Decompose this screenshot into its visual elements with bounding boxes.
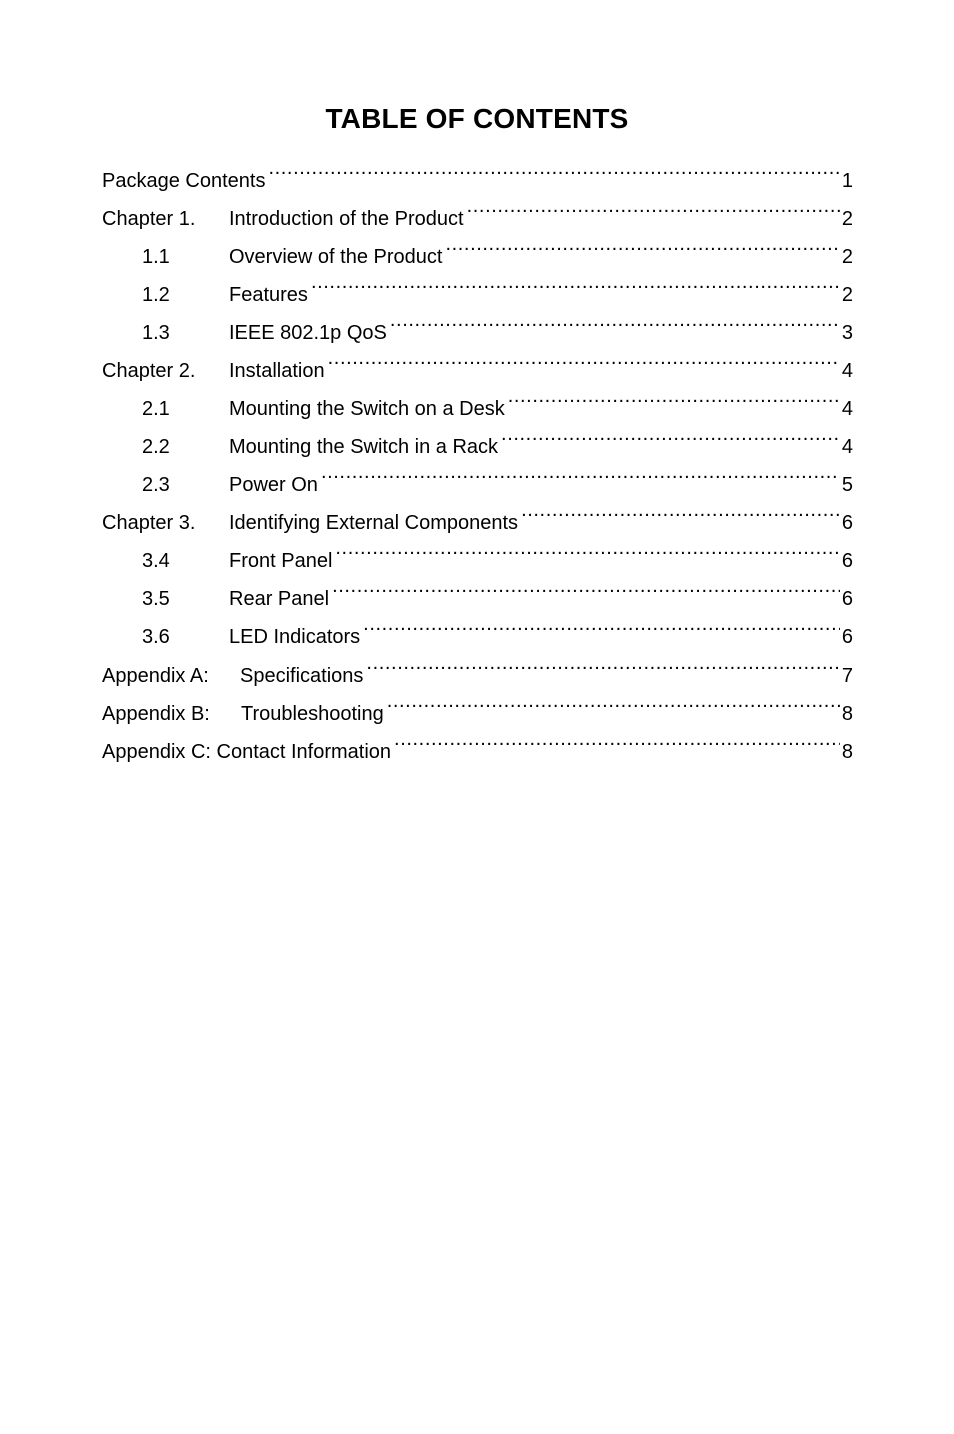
toc-dot-leader — [508, 377, 840, 415]
toc-page-number: 5 — [841, 474, 853, 496]
toc-entry-title: Overview of the Product — [229, 246, 443, 268]
toc-page-number: 2 — [841, 246, 853, 268]
toc-page-number: 6 — [841, 588, 853, 610]
toc-entry-number: Chapter 3. — [102, 512, 196, 534]
toc-entry-title: Package Contents — [102, 170, 266, 192]
toc-entry-number: 1.1 — [142, 246, 170, 268]
toc-page-number: 3 — [841, 322, 853, 344]
toc-page-number: 4 — [841, 360, 853, 382]
toc-entry-title: Troubleshooting — [241, 703, 384, 725]
toc-entry-number: 2.1 — [142, 398, 170, 420]
page-title: TABLE OF CONTENTS — [325, 103, 629, 134]
toc-entry-number: Chapter 1. — [102, 208, 196, 230]
toc-entry-number: Chapter 2. — [102, 360, 196, 382]
toc-entry[interactable] — [102, 149, 853, 192]
toc-page-number: 2 — [841, 208, 853, 230]
toc-entry-title: Rear Panel — [229, 588, 330, 610]
toc-dot-leader — [363, 605, 840, 643]
toc-page-number: 2 — [841, 284, 853, 306]
table-of-contents — [102, 149, 853, 763]
toc-entry-title: IEEE 802.1p QoS — [229, 322, 387, 344]
toc-entry-title: Introduction of the Product — [229, 208, 464, 230]
toc-entry-number: 2.3 — [142, 474, 170, 496]
toc-entry-number: 1.3 — [142, 322, 170, 344]
toc-dot-leader — [467, 187, 840, 225]
toc-entry-number: 1.2 — [142, 284, 170, 306]
toc-entry-number: 2.2 — [142, 436, 170, 458]
toc-dot-leader — [445, 225, 839, 263]
toc-entry-title: Front Panel — [229, 550, 333, 572]
toc-page-number: 4 — [841, 398, 853, 420]
toc-dot-leader — [328, 339, 840, 377]
toc-page-number: 6 — [841, 512, 853, 534]
toc-entry-title: Identifying External Components — [229, 512, 519, 534]
toc-entry-number: Appendix A: — [102, 665, 209, 687]
toc-entry-title: Features — [229, 284, 308, 306]
toc-page-number: 4 — [841, 436, 853, 458]
toc-entry-number: 3.5 — [142, 588, 170, 610]
toc-entry-number: 3.6 — [142, 626, 170, 648]
toc-dot-leader — [521, 491, 840, 529]
toc-page-number: 6 — [841, 550, 853, 572]
toc-entry-title: LED Indicators — [229, 626, 361, 648]
toc-page-number: 1 — [841, 170, 853, 192]
toc-entry-number: 3.4 — [142, 550, 170, 572]
toc-dot-leader — [366, 644, 839, 682]
toc-entry-number: Appendix B: — [102, 703, 210, 725]
toc-page-number: 8 — [841, 703, 853, 725]
toc-entry-title: Mounting the Switch in a Rack — [229, 436, 499, 458]
toc-dot-leader — [268, 149, 839, 187]
toc-dot-leader — [335, 529, 839, 567]
toc-dot-leader — [394, 720, 840, 758]
toc-page-number: 7 — [841, 665, 853, 687]
toc-dot-leader — [332, 567, 840, 605]
toc-dot-leader — [311, 263, 840, 301]
toc-entry-title: Appendix C: Contact Information — [102, 741, 392, 763]
toc-entry-title: Mounting the Switch on a Desk — [229, 398, 505, 420]
toc-page-number: 6 — [841, 626, 853, 648]
toc-dot-leader — [501, 415, 840, 453]
toc-entry-title: Specifications — [240, 665, 364, 687]
toc-entry-title: Power On — [229, 474, 318, 496]
toc-dot-leader — [387, 682, 840, 720]
toc-dot-leader — [390, 301, 840, 339]
toc-dot-leader — [321, 453, 840, 491]
toc-entry-title: Installation — [229, 360, 325, 382]
toc-page-number: 8 — [841, 741, 853, 763]
